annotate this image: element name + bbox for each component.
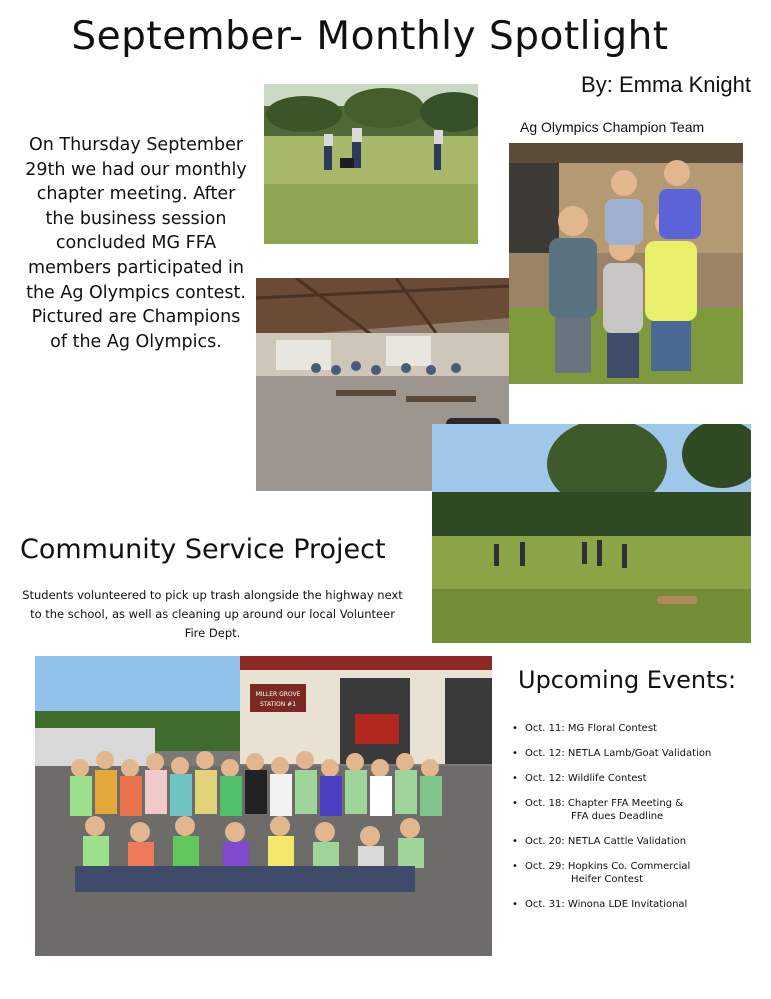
bullet-icon: • bbox=[512, 899, 518, 910]
ag-olympics-field-photo bbox=[264, 84, 478, 244]
event-item bbox=[512, 898, 762, 911]
bullet-icon: • bbox=[512, 798, 518, 809]
event-item bbox=[512, 722, 762, 735]
event-text: Oct. 11: MG Floral Contest bbox=[525, 723, 657, 734]
byline: By: Emma Knight bbox=[581, 72, 751, 97]
bullet-icon: • bbox=[512, 773, 518, 784]
champion-team-photo bbox=[509, 143, 743, 384]
community-service-title: Community Service Project bbox=[20, 534, 386, 565]
bullet-icon: • bbox=[512, 836, 518, 847]
fire-station-group-photo bbox=[35, 656, 492, 956]
bullet-icon: • bbox=[512, 723, 518, 734]
community-service-field-photo bbox=[432, 424, 751, 643]
event-text: Oct. 18: Chapter FFA Meeting & bbox=[525, 798, 683, 809]
event-text: Oct. 20: NETLA Cattle Validation bbox=[525, 836, 687, 847]
event-item bbox=[512, 835, 762, 848]
event-text: Oct. 29: Hopkins Co. Commercial bbox=[525, 861, 691, 872]
fire-station-sign-line2: STATION #1 bbox=[259, 701, 297, 708]
fire-station-sign-line1: MILLER GROVE bbox=[255, 691, 301, 698]
event-subtext: FFA dues Deadline bbox=[571, 811, 664, 822]
bullet-icon: • bbox=[512, 861, 518, 872]
event-text: Oct. 12: NETLA Lamb/Goat Validation bbox=[525, 748, 712, 759]
upcoming-events-list bbox=[512, 722, 762, 923]
event-text: Oct. 12: Wildlife Contest bbox=[525, 773, 647, 784]
event-item bbox=[512, 772, 762, 785]
community-service-text: Students volunteered to pick up trash alongside the highway next to the school, as well as cleaning up around our local Volunteer Fire Dept. bbox=[22, 588, 403, 640]
intro-paragraph: On Thursday September 29th we had our monthly chapter meeting. After the business session concluded MG FFA members participated in the Ag Olympics contest. Pictured are Champions of the Ag Olympics. bbox=[25, 135, 247, 352]
event-item bbox=[512, 860, 762, 886]
upcoming-events-title: Upcoming Events: bbox=[518, 666, 737, 694]
event-item bbox=[512, 797, 762, 823]
page-title: September- Monthly Spotlight bbox=[71, 14, 669, 59]
event-subtext: Heifer Contest bbox=[571, 874, 644, 885]
champion-photo-caption: Ag Olympics Champion Team bbox=[520, 119, 705, 135]
bullet-icon: • bbox=[512, 748, 518, 759]
event-text: Oct. 31: Winona LDE Invitational bbox=[525, 899, 688, 910]
event-item bbox=[512, 747, 762, 760]
